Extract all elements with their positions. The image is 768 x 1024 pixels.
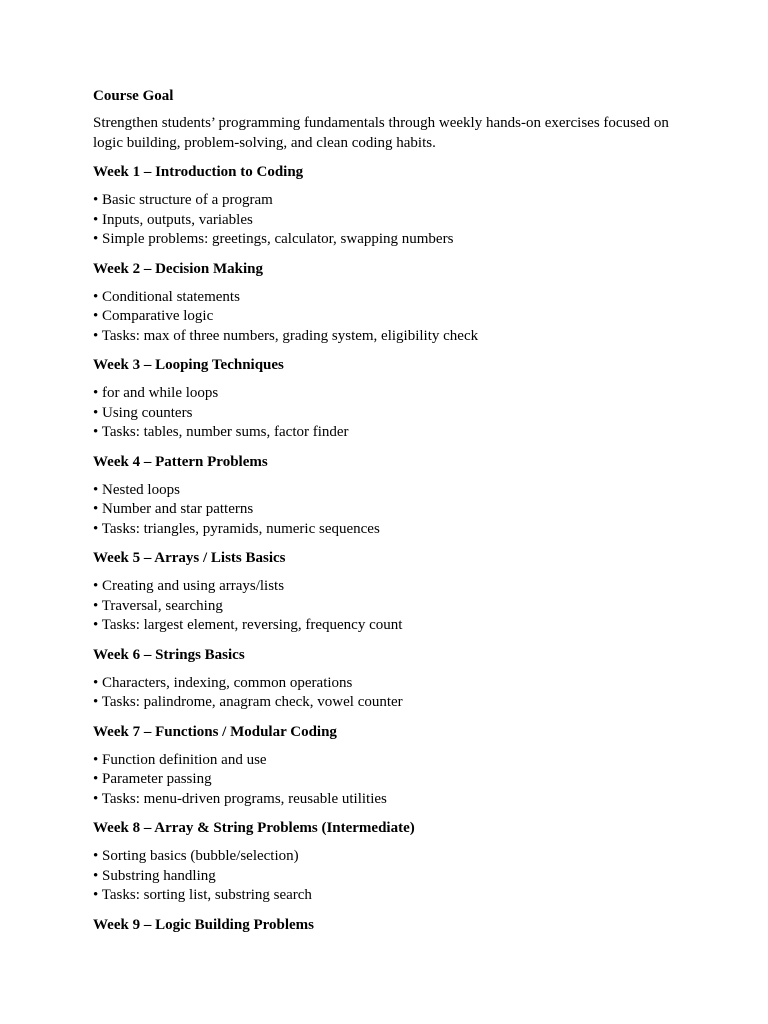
bullet-icon: • [93, 617, 99, 633]
week-topic-list [93, 288, 688, 347]
list-item-text: Tasks: tables, number sums, factor finder [101, 424, 349, 440]
list-item-text: Inputs, outputs, variables [102, 211, 253, 228]
bullet-icon: • [93, 231, 99, 247]
bullet-icon: • [93, 327, 99, 344]
list-item [93, 847, 688, 867]
list-item [93, 500, 688, 520]
list-item [93, 520, 688, 540]
list-item-text: Using counters [102, 404, 193, 421]
list-item [93, 693, 688, 713]
list-item [93, 770, 688, 790]
list-item [93, 327, 688, 347]
week-heading: Week 9 – Logic Building Problems [93, 916, 314, 933]
week-heading: Week 5 – Arrays / Lists Basics [93, 550, 286, 566]
bullet-icon: • [93, 771, 99, 787]
list-item [93, 211, 688, 231]
list-item [93, 751, 688, 771]
bullet-icon: • [93, 308, 99, 324]
week-heading: Week 2 – Decision Making [93, 260, 264, 277]
bullet-icon: • [93, 211, 99, 228]
bullet-icon: • [93, 501, 99, 517]
bullet-icon: • [93, 867, 99, 884]
list-item [93, 886, 688, 906]
week-heading: Week 6 – Strings Basics [93, 646, 245, 663]
bullet-icon: • [93, 424, 99, 440]
list-item-text: Creating and using arrays/lists [102, 578, 285, 594]
list-item [93, 616, 688, 636]
list-item [93, 577, 688, 597]
week-heading: Week 4 – Pattern Problems [93, 453, 268, 470]
list-item [93, 404, 688, 424]
bullet-icon: • [93, 597, 99, 614]
list-item-text: Sorting basics (bubble/selection) [102, 848, 299, 864]
bullet-icon: • [93, 887, 99, 903]
list-item-text: Tasks: max of three numbers, grading system, eligibility check [101, 327, 479, 344]
list-item [93, 790, 688, 810]
bullet-icon: • [93, 674, 99, 691]
week-topic-list [93, 191, 688, 250]
week-heading: Week 8 – Array & String Problems (Intermediate) [93, 820, 415, 836]
list-item [93, 481, 688, 501]
list-item-text: Substring handling [102, 867, 216, 884]
bullet-icon: • [93, 578, 99, 594]
list-item [93, 867, 688, 887]
week-topic-list [93, 577, 688, 636]
list-item [93, 423, 688, 443]
list-item [93, 384, 688, 404]
list-item [93, 230, 688, 250]
list-item-text: Simple problems: greetings, calculator, swapping numbers [102, 231, 454, 247]
list-item-text: Tasks: largest element, reversing, frequency count [101, 617, 403, 633]
bullet-icon: • [93, 404, 99, 421]
week-topic-list [93, 481, 688, 540]
list-item-text: Conditional statements [102, 288, 240, 305]
week-topic-list [93, 674, 688, 713]
list-item-text: Function definition and use [102, 751, 267, 768]
bullet-icon: • [93, 790, 99, 807]
bullet-icon: • [93, 520, 99, 537]
week-heading: Week 1 – Introduction to Coding [93, 164, 304, 180]
week-topic-list [93, 384, 688, 443]
list-item [93, 288, 688, 308]
list-item-text: for and while loops [102, 385, 219, 401]
list-item-text: Basic structure of a program [102, 192, 273, 208]
course-goal-text: Strengthen students’ programming fundamentals through weekly hands-on exercises focused on logic building, problem-solving, and clean coding habits. [93, 115, 669, 151]
list-item [93, 674, 688, 694]
list-item-text: Traversal, searching [101, 597, 223, 614]
list-item [93, 307, 688, 327]
bullet-icon: • [93, 751, 99, 768]
bullet-icon: • [93, 288, 99, 305]
week-topic-list [93, 751, 688, 810]
bullet-icon: • [93, 848, 99, 864]
bullet-icon: • [93, 385, 99, 401]
list-item-text: Nested loops [102, 481, 180, 498]
week-topic-list [93, 847, 688, 906]
list-item-text: Comparative logic [102, 308, 214, 324]
weeks-section [93, 162, 688, 935]
list-item-text: Number and star patterns [102, 501, 254, 517]
list-item [93, 191, 688, 211]
list-item-text: Tasks: sorting list, substring search [101, 887, 312, 903]
week-heading: Week 3 – Looping Techniques [93, 357, 284, 373]
list-item-text: Parameter passing [102, 771, 212, 787]
bullet-icon: • [93, 694, 99, 710]
bullet-icon: • [93, 481, 99, 498]
list-item-text: Tasks: palindrome, anagram check, vowel counter [101, 694, 403, 710]
course-goal-heading: Course Goal [93, 88, 174, 104]
list-item-text: Tasks: menu-driven programs, reusable utilities [101, 790, 387, 807]
list-item-text: Characters, indexing, common operations [102, 674, 353, 691]
week-heading: Week 7 – Functions / Modular Coding [93, 723, 337, 740]
bullet-icon: • [93, 192, 99, 208]
list-item-text: Tasks: triangles, pyramids, numeric sequences [101, 520, 380, 537]
list-item [93, 597, 688, 617]
